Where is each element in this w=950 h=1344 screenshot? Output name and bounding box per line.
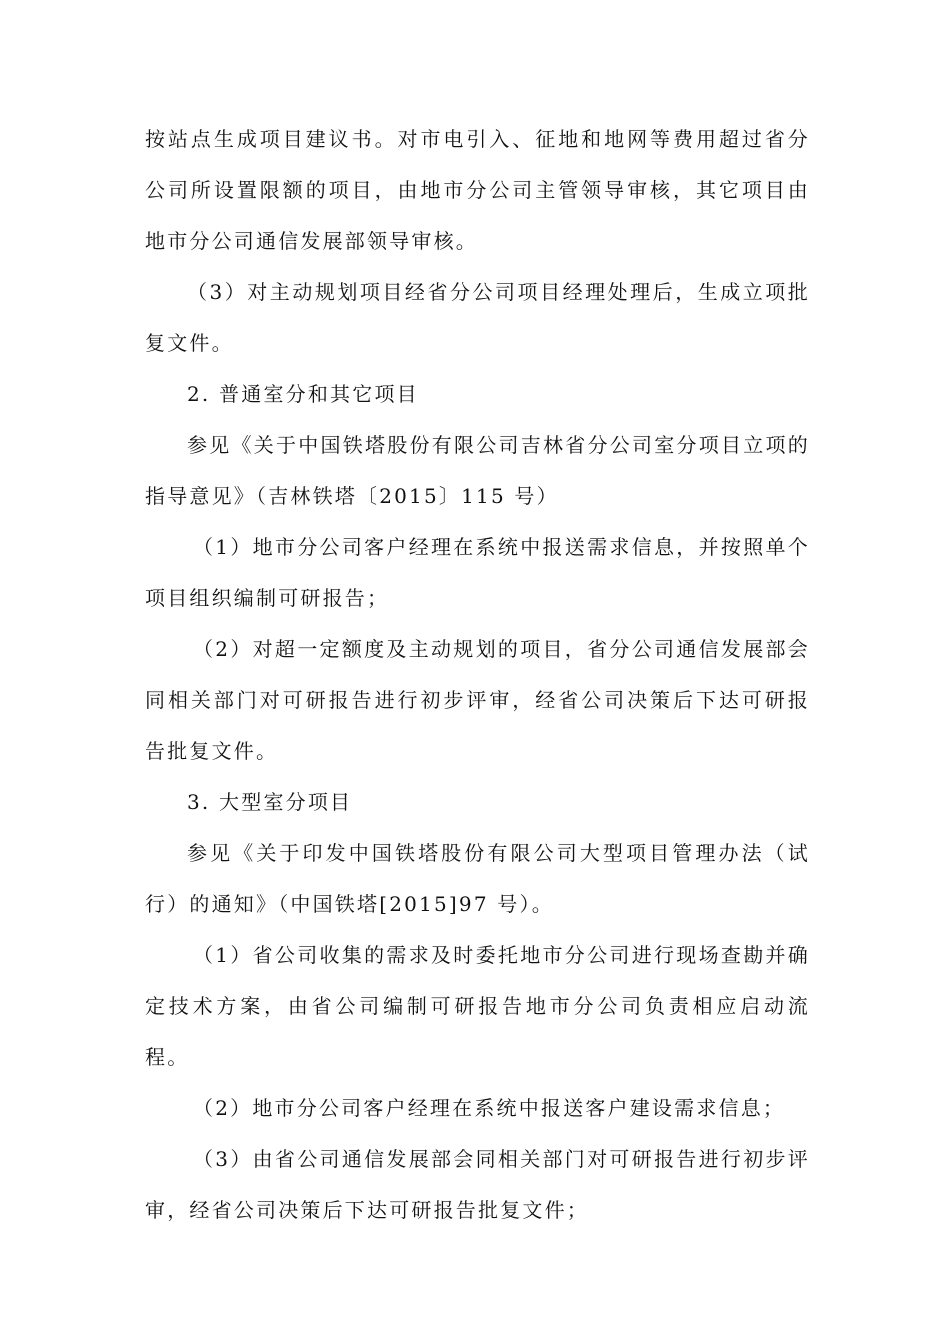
document-body: [145, 114, 810, 1236]
paragraph-item-3-approval: （3）对主动规划项目经省分公司项目经理处理后，生成立项批复文件。: [145, 280, 810, 355]
section-heading-3: 3. 大型室分项目: [187, 790, 353, 814]
paragraph-item-1-survey: （1）省公司收集的需求及时委托地市分公司进行现场查勘并确定技术方案，由省公司编制可研报告地市分公司负责相应启动流程。: [145, 943, 810, 1069]
paragraph-item-2-review: （2）对超一定额度及主动规划的项目，省分公司通信发展部会同相关部门对可研报告进行初步评审，经省公司决策后下达可研报告批复文件。: [145, 637, 810, 763]
paragraph-item-2-submit: （2）地市分公司客户经理在系统中报送客户建设需求信息；: [193, 1096, 786, 1120]
paragraph-item-1-demand: （1）地市分公司客户经理在系统中报送需求信息，并按照单个项目组织编制可研报告；: [145, 535, 810, 610]
section-heading-2: 2. 普通室分和其它项目: [187, 382, 419, 406]
paragraph-item-3-final: （3）由省公司通信发展部会同相关部门对可研报告进行初步评审，经省公司决策后下达可研报告批复文件；: [145, 1147, 810, 1222]
paragraph-reference-jilin: 参见《关于中国铁塔股份有限公司吉林省分公司室分项目立项的指导意见》（吉林铁塔〔2015〕115 号）: [145, 433, 810, 508]
paragraph-reference-national: 参见《关于印发中国铁塔股份有限公司大型项目管理办法（试行）的通知》（中国铁塔[2015]97 号）。: [145, 841, 810, 916]
paragraph-continuation: 按站点生成项目建议书。对市电引入、征地和地网等费用超过省分公司所设置限额的项目，由地市分公司主管领导审核，其它项目由地市分公司通信发展部领导审核。: [145, 127, 810, 253]
